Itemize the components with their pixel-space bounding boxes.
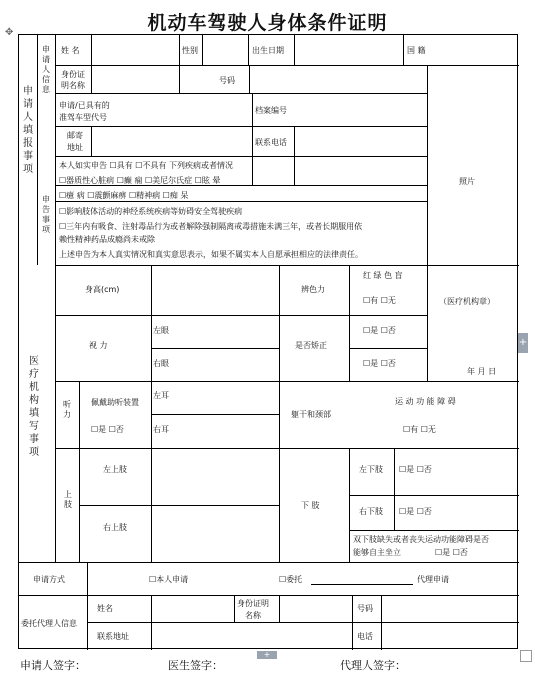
declaration-intro[interactable]: 本人如实申告 ☐具有 ☐不具有 下列疾病或者情况 — [59, 161, 233, 170]
declaration-statement: 上述申告为本人真实情况和真实意思表示，如果不属实本人自愿承担相应的法律责任。 — [59, 250, 363, 259]
name-label: 姓 名 — [61, 46, 80, 55]
agent-phone-label: 电话 — [357, 632, 373, 641]
left-upper-label: 左上肢 — [103, 465, 127, 474]
left-lower-label: 左下肢 — [359, 465, 383, 474]
declaration-row-2[interactable]: ☐癔 病 ☐震颤麻痹 ☐精神病 ☐痴 呆 — [59, 191, 189, 200]
applicant-signature-label: 申请人签字： — [20, 659, 86, 672]
corner-resize-icon[interactable] — [520, 650, 532, 662]
right-resize-handle[interactable]: + — [518, 333, 528, 353]
id-doc-label-2: 明名称 — [61, 81, 85, 90]
gender-label: 性别 — [182, 46, 198, 55]
right-lower-label: 右下肢 — [359, 507, 383, 516]
declaration-row-4[interactable]: ☐三年内有吸食、注射毒品行为或者解除强制隔离戒毒措施未满三年，或者长期服用依 — [59, 222, 363, 231]
left-eye-corrected[interactable]: ☐是 ☐否 — [363, 326, 396, 335]
left-ear-label: 左耳 — [153, 391, 169, 400]
phone-label: 联系电话 — [255, 138, 287, 147]
color-has-none[interactable]: ☐有 ☐无 — [363, 296, 396, 305]
declaration-label: 申告事项 — [42, 195, 50, 234]
application-method-label: 申请方式 — [33, 575, 65, 584]
mail-label-2: 地址 — [67, 143, 83, 152]
date-label: 年 月 日 — [467, 367, 497, 376]
upper-limb-label: 上肢 — [64, 490, 72, 509]
red-green-label: 红 绿 色 盲 — [363, 271, 403, 280]
license-label-2: 准驾车型代号 — [59, 113, 107, 122]
motor-has-none[interactable]: ☐有 ☐无 — [403, 425, 436, 434]
declaration-row-5: 赖性精神药品成瘾尚未戒除 — [59, 235, 155, 244]
photo-label: 照片 — [459, 177, 475, 186]
agent-info-label: 委托代理人信息 — [21, 619, 77, 628]
agent-application-label: 代理申请 — [417, 575, 449, 584]
left-lower-yes-no[interactable]: ☐是 ☐否 — [399, 465, 432, 474]
medical-section-label: 医疗机构填写事项 — [29, 356, 39, 458]
agent-signature-label: 代理人签字： — [340, 659, 406, 672]
file-number-label: 档案编号 — [255, 106, 287, 115]
bottom-resize-handle[interactable]: + — [257, 651, 277, 659]
mail-label-1: 邮寄 — [67, 131, 83, 140]
entrusted-underline — [311, 584, 413, 585]
right-eye-corrected[interactable]: ☐是 ☐否 — [363, 359, 396, 368]
certificate-form — [18, 34, 518, 649]
right-upper-label: 右上肢 — [103, 523, 127, 532]
applicant-info-label: 申请人信息 — [42, 45, 50, 94]
color-vision-label: 辨色力 — [301, 285, 325, 294]
hearing-aid-yes-no[interactable]: ☐是 ☐否 — [91, 425, 124, 434]
agent-id-doc-label-2: 名称 — [245, 611, 261, 620]
agent-address-label: 联系地址 — [97, 632, 129, 641]
declaration-row-1[interactable]: ☐器质性心脏病 ☐癫 痫 ☐美尼尔氏症 ☐眩 晕 — [59, 176, 221, 185]
birth-date-label: 出生日期 — [252, 46, 284, 55]
hearing-label: 听力 — [63, 400, 71, 419]
torso-neck-label: 躯干和颈部 — [291, 410, 331, 419]
page-title: 机动车驾驶人身体条件证明 — [147, 12, 388, 34]
both-legs-label-1: 双下肢缺失或者丧失运动功能障碍是否 — [353, 535, 489, 544]
license-label-1: 申请/已具有的 — [59, 101, 110, 110]
both-legs-label-2: 能够自主坐立 — [353, 548, 401, 557]
agent-id-doc-label-1: 身份证明 — [237, 599, 269, 608]
right-ear-label: 右耳 — [153, 425, 169, 434]
declaration-row-3[interactable]: ☐影响肢体活动的神经系统疾病等妨碍安全驾驶疾病 — [59, 207, 243, 216]
entrusted-option[interactable]: ☐委托 — [279, 575, 303, 584]
motor-impairment-label: 运 动 功 能 障 碍 — [395, 397, 456, 406]
nationality-label: 国 籍 — [407, 46, 426, 55]
institution-seal-label: （医疗机构章） — [439, 297, 495, 306]
doctor-signature-label: 医生签字： — [168, 659, 223, 672]
applicant-section-label: 申请人填报事项 — [23, 86, 33, 175]
right-lower-yes-no[interactable]: ☐是 ☐否 — [399, 507, 432, 516]
lower-limb-label: 下 肢 — [301, 501, 320, 510]
vision-label: 视 力 — [89, 341, 108, 350]
both-legs-yes-no[interactable]: ☐是 ☐否 — [435, 548, 468, 557]
hearing-aid-label: 佩戴助听装置 — [91, 398, 139, 407]
move-handle-icon[interactable]: ✥ — [5, 27, 14, 38]
self-application-option[interactable]: ☐本人申请 — [149, 575, 189, 584]
left-eye-label: 左眼 — [153, 326, 169, 335]
agent-id-number-label: 号码 — [357, 604, 373, 613]
corrected-label: 是否矫正 — [295, 341, 327, 350]
id-number-label: 号码 — [219, 76, 235, 85]
agent-name-label: 姓名 — [97, 604, 113, 613]
height-label: 身高(cm) — [85, 285, 120, 294]
right-eye-label: 右眼 — [153, 359, 169, 368]
id-doc-label-1: 身份证 — [61, 70, 85, 79]
